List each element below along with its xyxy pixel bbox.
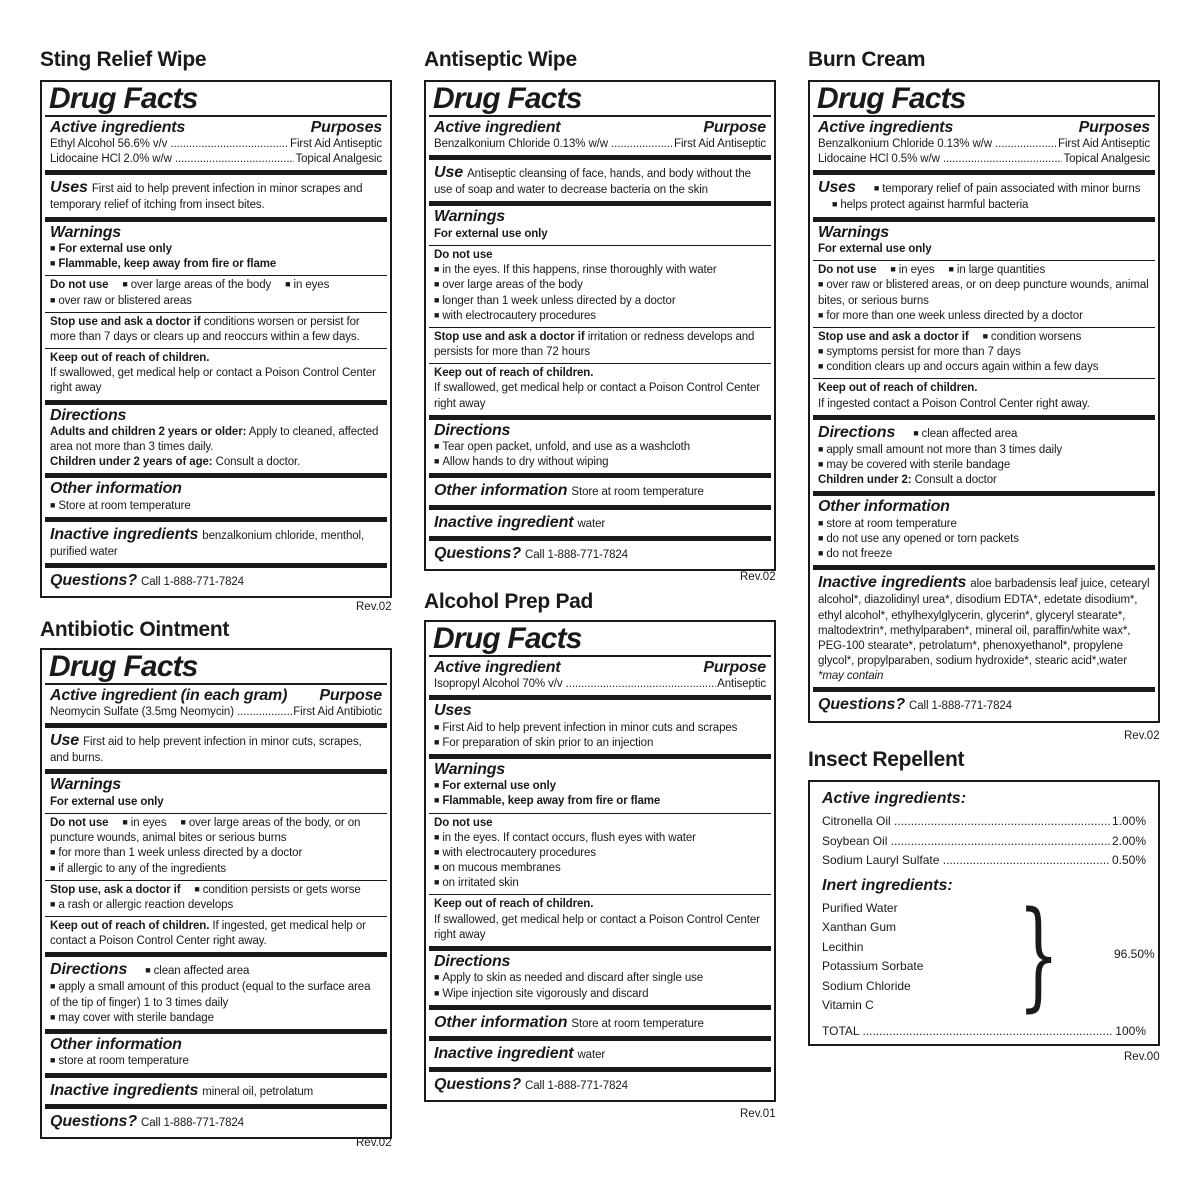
do-not-use-item: ■ over large areas of the body <box>434 278 766 293</box>
keep-out-label: Keep out of reach of children. <box>434 367 594 380</box>
burn-panel <box>808 80 1160 723</box>
inert-heading: Inert ingredients: <box>822 876 953 894</box>
questions-heading: Questions? <box>818 696 906 714</box>
do-not-use-section <box>429 813 771 895</box>
questions-phone: Call 1-888-771-7824 <box>141 576 244 589</box>
do-not-use-item: ■ for more than 1 week unless directed by a doctor <box>50 846 382 861</box>
ingredient-name: Citronella Oil ..... <box>822 812 1110 832</box>
direction-text: Consult a doctor <box>914 474 997 487</box>
direction-item: ■ may be covered with sterile bandage <box>818 458 1150 473</box>
do-not-use-label: Do not use <box>818 264 877 277</box>
revision-label: Rev.02 <box>356 1137 392 1149</box>
do-not-use-item: ■ over large areas of the body, or on puncture wounds, animal bites or serious burns <box>50 817 360 844</box>
active-heading: Active ingredients: <box>822 790 967 807</box>
inert-item: Xanthan Gum <box>822 920 897 934</box>
ingredient-purpose: Topical Analgesic <box>295 153 382 166</box>
warnings-section <box>45 217 387 276</box>
use-item: ■ For preparation of skin prior to an injection <box>434 736 766 751</box>
questions-section <box>429 1067 771 1098</box>
questions-heading: Questions? <box>434 544 522 562</box>
stop-use-text: conditions worsen or persist for more than 7 days or clears up and reoccurs within a few days. <box>50 315 360 343</box>
other-info-section <box>813 491 1155 565</box>
directions-heading: Directions <box>434 421 511 439</box>
ingredient-name: Isopropyl Alcohol 70% v/v ..... <box>434 677 716 692</box>
inactive-heading: Inactive ingredient <box>434 513 574 531</box>
inert-item: Purified Water <box>822 900 898 915</box>
use-section <box>45 723 387 769</box>
inactive-text: water <box>577 1048 606 1061</box>
revision-label: Rev.01 <box>740 1108 776 1120</box>
uses-heading: Uses <box>434 702 472 720</box>
do-not-use-item: ■ over large areas of the body <box>122 279 271 291</box>
warning-item: ■ For external use only <box>50 242 382 257</box>
antibiotic-title: Antibiotic Ointment <box>40 618 230 641</box>
other-info-heading: Other information <box>50 480 182 498</box>
direction-item: ■ apply a small amount of this product (equal to the surface area of the tip of finger) 1 to 3 times daily <box>50 980 382 1010</box>
insect-title: Insect Repellent <box>808 748 965 771</box>
purpose-heading: Purpose <box>703 118 766 136</box>
direction-item: ■ clean affected area <box>145 965 249 977</box>
direction-text: Apply to cleaned, affected area not more than 3 times daily. <box>50 425 379 454</box>
warnings-section <box>429 754 771 813</box>
stop-use-item: ■ condition worsens <box>983 331 1082 343</box>
use-item: ■ temporary relief of pain associated with minor burns <box>874 183 1141 195</box>
inactive-section <box>429 505 771 536</box>
keep-out-section <box>813 378 1155 414</box>
directions-heading: Directions <box>50 961 128 979</box>
active-heading: Active ingredients <box>50 118 186 136</box>
purpose-heading: Purpose <box>703 658 766 676</box>
do-not-use-item: ■ on mucous membranes <box>434 861 766 876</box>
drug-facts-heading: Drug Facts <box>433 622 582 655</box>
keep-out-section <box>45 916 387 952</box>
do-not-use-item: ■ over raw or blistered areas, or on deep puncture wounds, animal bites, or serious burns <box>818 278 1150 308</box>
questions-section <box>813 687 1155 718</box>
directions-heading: Directions <box>50 406 127 424</box>
ingredient-purpose: First Aid Antiseptic <box>674 137 766 150</box>
keep-out-text: If swallowed, get medical help or contact a Poison Control Center right away <box>434 913 760 941</box>
warning-item: For external use only <box>818 243 932 255</box>
inert-item: Lecithin <box>822 939 864 954</box>
do-not-use-section <box>429 245 771 327</box>
keep-out-text: If ingested contact a Poison Control Center right away. <box>818 397 1090 410</box>
other-info-heading: Other information <box>434 1013 568 1031</box>
inactive-heading: Inactive ingredients <box>50 1081 199 1099</box>
stop-use-item: ■ condition persists or gets worse <box>194 884 360 896</box>
questions-phone: Call 1-888-771-7824 <box>525 548 628 561</box>
active-section <box>45 115 387 171</box>
do-not-use-item: ■ in the eyes. If this happens, rinse thoroughly with water <box>434 263 766 278</box>
antiseptic-panel <box>424 80 776 571</box>
keep-out-label: Keep out of reach of children. <box>434 898 594 911</box>
direction-label: Children under 2: <box>818 474 912 487</box>
warnings-heading: Warnings <box>434 208 506 226</box>
other-info-section <box>429 473 771 504</box>
revision-label: Rev.02 <box>1124 730 1160 742</box>
do-not-use-item: ■ in the eyes. If contact occurs, flush eyes with water <box>434 831 766 846</box>
antibiotic-panel <box>40 648 392 1139</box>
direction-item: ■ Allow hands to dry without wiping <box>434 455 766 470</box>
ingredient-name: Lidocaine HCl 2.0% w/w ..... <box>50 152 294 167</box>
ingredient-purpose: First Aid Antiseptic <box>1058 137 1150 150</box>
do-not-use-item: ■ with electrocautery procedures <box>434 846 766 861</box>
ingredient-percent: 0.50% <box>1111 853 1146 867</box>
revision-label: Rev.02 <box>356 601 392 613</box>
questions-section <box>45 563 387 594</box>
questions-phone: Call 1-888-771-7824 <box>525 1079 628 1092</box>
use-heading: Use <box>50 732 80 750</box>
other-info-item: ■ store at room temperature <box>818 517 1150 532</box>
purposes-heading: Purposes <box>310 118 382 136</box>
warnings-section <box>429 201 771 245</box>
inert-item: Sodium Chloride <box>822 978 911 993</box>
other-info-text: Store at room temperature <box>571 486 704 499</box>
other-info-heading: Other information <box>818 498 950 516</box>
do-not-use-label: Do not use <box>434 249 493 261</box>
do-not-use-item: ■ in eyes <box>285 279 329 291</box>
other-info-section <box>429 1005 771 1036</box>
stop-use-text: irritation or redness develops and persists for more than 72 hours <box>434 330 755 359</box>
active-heading: Active ingredient <box>434 118 561 136</box>
do-not-use-section <box>45 275 387 311</box>
stop-use-label: Stop use, ask a doctor if <box>50 883 181 896</box>
other-info-section <box>45 1029 387 1073</box>
ingredient-name: Soybean Oil ..... <box>822 832 1110 852</box>
direction-item: ■ apply small amount not more than 3 times daily <box>818 443 1150 458</box>
inactive-heading: Inactive ingredient <box>434 1044 574 1062</box>
directions-section <box>45 400 387 474</box>
stop-use-section <box>45 312 387 348</box>
sting-panel <box>40 80 392 598</box>
keep-out-section <box>429 894 771 946</box>
active-heading: Active ingredient <box>434 658 561 676</box>
direction-item: ■ may cover with sterile bandage <box>50 1011 382 1026</box>
uses-heading: Uses <box>50 179 88 197</box>
inactive-text: mineral oil, petrolatum <box>202 1085 314 1098</box>
other-info-item: ■ store at room temperature <box>50 1054 382 1069</box>
do-not-use-section <box>813 260 1155 327</box>
stop-use-section <box>429 327 771 363</box>
ingredient-purpose: First Aid Antiseptic <box>290 137 382 150</box>
purposes-heading: Purposes <box>1078 118 1150 136</box>
other-info-item: ■ do not freeze <box>818 547 1150 562</box>
directions-section <box>429 415 771 474</box>
drug-facts-heading: Drug Facts <box>433 82 582 115</box>
sting-title: Sting Relief Wipe <box>40 48 207 71</box>
do-not-use-item: ■ on irritated skin <box>434 876 766 891</box>
direction-item: ■ Wipe injection site vigorously and discard <box>434 987 766 1002</box>
warnings-section <box>813 217 1155 261</box>
active-section <box>429 115 771 156</box>
ingredient-name: Ethyl Alcohol 56.6% v/v ..... <box>50 137 289 152</box>
use-item: ■ helps protect against harmful bacteria <box>832 199 1028 211</box>
warnings-heading: Warnings <box>50 776 122 794</box>
do-not-use-item: ■ in large quantities <box>949 264 1046 276</box>
keep-out-text: If swallowed, get medical help or contact a Poison Control Center right away <box>434 382 760 410</box>
total-label: TOTAL ..... <box>822 1022 1113 1042</box>
keep-out-section <box>45 348 387 400</box>
questions-heading: Questions? <box>50 572 138 590</box>
inactive-text: benzalkonium chloride, menthol, purified water <box>50 530 365 559</box>
warning-item: For external use only <box>50 795 164 808</box>
keep-out-label: Keep out of reach of children. <box>50 352 210 365</box>
uses-text: First aid to help prevent infection in minor scrapes and temporary relief of itching from insect bites. <box>50 183 363 212</box>
direction-item: ■ Apply to skin as needed and discard after single use <box>434 971 766 986</box>
questions-heading: Questions? <box>50 1112 138 1130</box>
questions-section <box>429 536 771 567</box>
directions-heading: Directions <box>434 953 511 970</box>
purpose-heading: Purpose <box>319 686 382 704</box>
ingredient-name: Lidocaine HCl 0.5% w/w ..... <box>818 152 1062 167</box>
do-not-use-label: Do not use <box>434 816 493 829</box>
ingredient-percent: 2.00% <box>1111 833 1146 848</box>
ingredient-purpose: Antiseptic <box>717 677 766 690</box>
direction-text: Consult a doctor. <box>215 456 301 469</box>
questions-phone: Call 1-888-771-7824 <box>141 1116 244 1129</box>
use-heading: Use <box>434 164 464 182</box>
brace-icon: } <box>1018 884 1060 1023</box>
antiseptic-title: Antiseptic Wipe <box>424 48 577 71</box>
warnings-section <box>45 769 387 813</box>
do-not-use-item: ■ with electrocautery procedures <box>434 309 766 324</box>
directions-section <box>45 952 387 1029</box>
do-not-use-item: ■ over raw or blistered areas <box>50 294 382 309</box>
do-not-use-section <box>45 813 387 880</box>
directions-section <box>813 415 1155 492</box>
stop-use-label: Stop use and ask a doctor if <box>818 330 969 343</box>
drug-facts-heading: Drug Facts <box>49 650 198 683</box>
use-section <box>429 155 771 201</box>
stop-use-label: Stop use and ask a doctor if <box>434 330 585 343</box>
drug-facts-heading: Drug Facts <box>817 82 966 115</box>
other-info-item: ■ do not use any opened or torn packets <box>818 532 1150 547</box>
stop-use-item: ■ symptoms persist for more than 7 days <box>818 345 1150 360</box>
revision-label: Rev.02 <box>740 571 776 583</box>
active-section <box>45 683 387 724</box>
warning-item: ■ Flammable, keep away from fire or flame <box>434 794 766 809</box>
alcohol-panel <box>424 620 776 1102</box>
stop-use-item: ■ condition clears up and occurs again within a few days <box>818 360 1150 375</box>
stop-use-section <box>45 880 387 916</box>
uses-heading: Uses <box>818 179 856 197</box>
other-info-heading: Other information <box>50 1036 182 1053</box>
other-info-item: ■ Store at room temperature <box>50 499 382 514</box>
warnings-heading: Warnings <box>50 223 122 241</box>
ingredient-name: Benzalkonium Chloride 0.13% w/w ..... <box>434 137 673 152</box>
use-text: Antiseptic cleansing of face, hands, and body without the use of soap and water to decrease bacteria on the skin <box>434 168 751 197</box>
do-not-use-item: ■ in eyes <box>890 264 934 276</box>
ingredient-purpose: Topical Analgesic <box>1063 153 1150 166</box>
uses-section <box>45 170 387 216</box>
alcohol-title: Alcohol Prep Pad <box>424 590 594 613</box>
active-heading: Active ingredients <box>818 118 954 136</box>
keep-out-label: Keep out of reach of children. <box>818 382 978 395</box>
direction-label: Children under 2 years of age: <box>50 456 213 469</box>
warning-item: For external use only <box>434 227 548 240</box>
questions-phone: Call 1-888-771-7824 <box>909 700 1012 713</box>
do-not-use-item: ■ if allergic to any of the ingredients <box>50 862 382 877</box>
direction-item: ■ Tear open packet, unfold, and use as a washcloth <box>434 440 766 455</box>
active-section <box>813 115 1155 171</box>
direction-item: ■ clean affected area <box>913 428 1017 440</box>
inactive-text: aloe barbadensis leaf juice, cetearyl alcohol*, diazolidinyl urea*, disodium EDTA*, edetate disodium*, ethyl alcohol*, ethylhexylglycerin, glycerin*, glyceryl stearate*, maltodextrin*, methylparaben*, mineral oil, paraffin/white wax*, PEG-100 stearate*, petrolatum*, phenoxyethanol*, propylene glycol*, propylparaben, sodium hydroxide*, stearic acid*,water <box>818 578 1150 668</box>
inactive-text: water <box>577 517 606 530</box>
inert-item: Vitamin C <box>822 998 874 1012</box>
do-not-use-item: ■ longer than 1 week unless directed by a doctor <box>434 294 766 309</box>
warning-item: ■ Flammable, keep away from fire or flame <box>50 257 382 272</box>
do-not-use-label: Do not use <box>50 279 109 292</box>
revision-label: Rev.00 <box>1124 1051 1160 1063</box>
do-not-use-item: ■ in eyes <box>122 817 166 829</box>
ingredient-name: Neomycin Sulfate (3.5mg Neomycin) ..... <box>50 705 292 720</box>
ingredient-purpose: First Aid Antibiotic <box>293 705 382 718</box>
insect-panel <box>808 780 1160 1046</box>
warning-item: ■ For external use only <box>434 779 766 794</box>
use-item: ■ First Aid to help prevent infection in minor cuts and scrapes <box>434 721 766 736</box>
inactive-heading: Inactive ingredients <box>818 574 967 592</box>
warnings-heading: Warnings <box>434 760 506 778</box>
ingredient-name: Benzalkonium Chloride 0.13% w/w ..... <box>818 137 1057 152</box>
inactive-section <box>429 1036 771 1067</box>
stop-use-section <box>813 327 1155 379</box>
active-section <box>429 655 771 696</box>
inert-item: Potassium Sorbate <box>822 959 924 973</box>
keep-out-text: If ingested, get medical help or contact a Poison Control Center right away. <box>50 920 366 948</box>
drug-facts-heading: Drug Facts <box>49 82 198 115</box>
stop-use-label: Stop use and ask a doctor if <box>50 315 201 328</box>
keep-out-label: Keep out of reach of children. <box>50 920 210 933</box>
inactive-section <box>45 1073 387 1104</box>
active-heading: Active ingredient (in each gram) <box>50 686 288 704</box>
other-info-section <box>45 473 387 517</box>
do-not-use-label: Do not use <box>50 817 109 829</box>
questions-section <box>45 1104 387 1135</box>
inert-total-percent: 96.50% <box>1114 946 1155 961</box>
stop-use-item: ■ a rash or allergic reaction develops <box>50 898 382 913</box>
total-percent: 100% <box>1115 1023 1146 1038</box>
other-info-text: Store at room temperature <box>571 1017 704 1030</box>
uses-section <box>429 695 771 754</box>
keep-out-text: If swallowed, get medical help or contact a Poison Control Center right away <box>50 367 376 395</box>
inactive-heading: Inactive ingredients <box>50 526 199 544</box>
other-info-heading: Other information <box>434 482 568 500</box>
burn-title: Burn Cream <box>808 48 926 71</box>
directions-section <box>429 946 771 1005</box>
inactive-section <box>813 565 1155 687</box>
keep-out-section <box>429 363 771 415</box>
directions-heading: Directions <box>818 423 896 441</box>
may-contain-note: *may contain <box>818 670 884 683</box>
inactive-section <box>45 517 387 563</box>
ingredient-name: Sodium Lauryl Sulfate ..... <box>822 851 1110 871</box>
warnings-heading: Warnings <box>818 223 890 241</box>
use-text: First aid to help prevent infection in minor cuts, scrapes, and burns. <box>50 736 362 765</box>
direction-label: Adults and children 2 years or older: <box>50 425 247 438</box>
do-not-use-item: ■ for more than one week unless directed by a doctor <box>818 309 1150 324</box>
questions-heading: Questions? <box>434 1075 522 1093</box>
ingredient-percent: 1.00% <box>1111 814 1146 828</box>
uses-section <box>813 170 1155 216</box>
